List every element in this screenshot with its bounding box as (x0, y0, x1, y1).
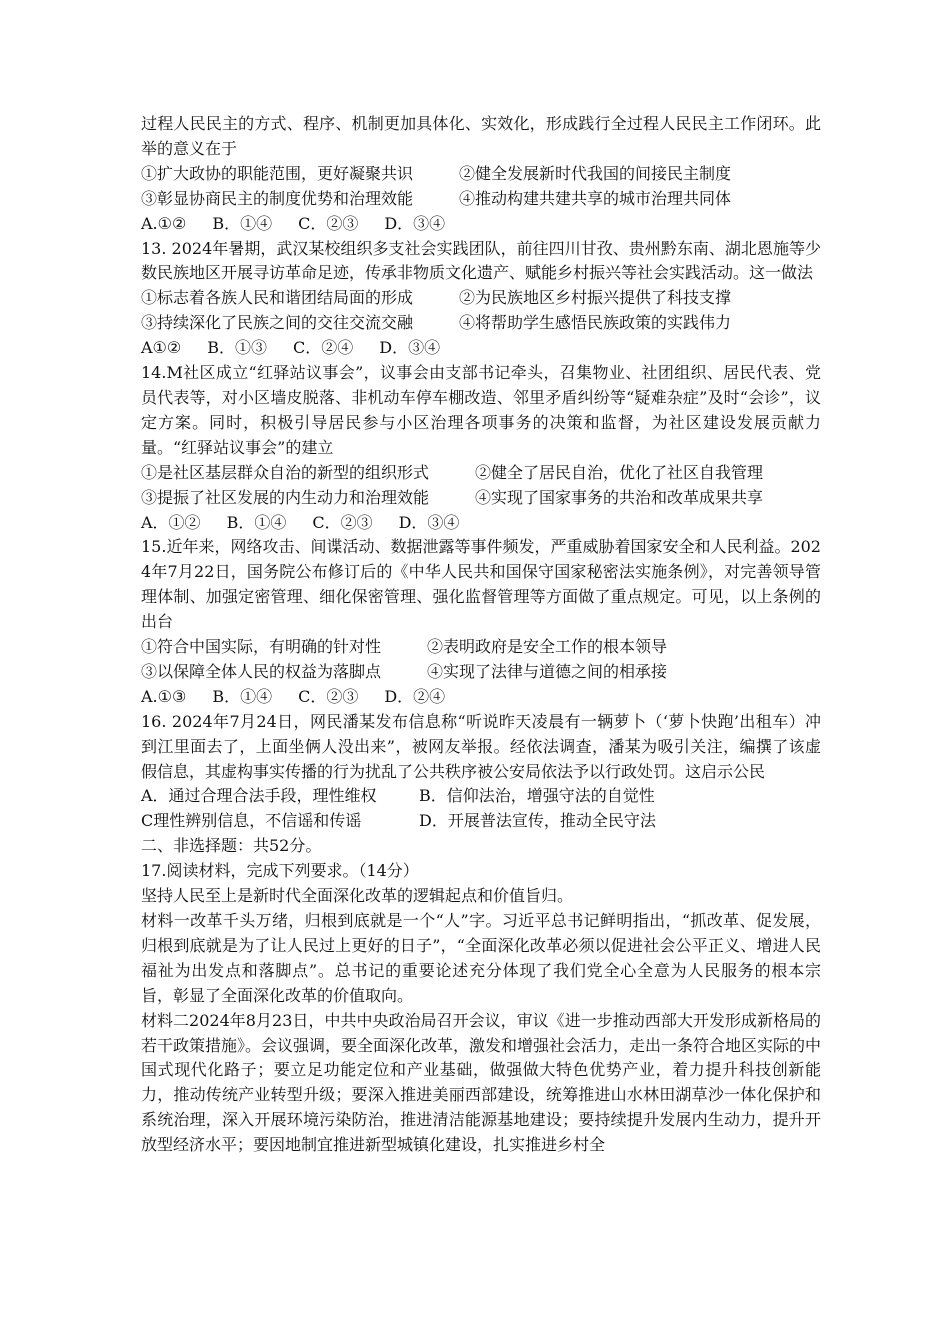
q12-stem: 过程人民民主的方式、程序、机制更加具体化、实效化，形成践行全过程人民民主工作闭环。此举的意义在于 (141, 114, 821, 158)
q17-material-2: 材料二2024年8月23日，中共中央政治局召开会议，审议《进一步推动西部大开发形成新格局的若干政策措施》。会议强调，要全面深化改革，激发和增强社会活力，走出一条符合地区实际的中国式现代化路子；要立足功能定位和产业基础，做强做大特色优势产业，着力提升科技创新能力，推动传统产业转型升级；要深入推进美丽西部建设，统筹推进山水林田湖草沙一体化保护和系统治理，深入开展环境污染防治，推进清洁能源基地建设；要持续提升发展内生动力，提升开放型经济水平；要因地制宜推进新型城镇化建设，扎实推进乡村全 (141, 1010, 822, 1155)
q12-option-1: ①扩大政协的职能范围，更好凝聚共识 (141, 163, 414, 183)
q13-option-4: ④将帮助学生感悟民族政策的实践伟力 (459, 313, 732, 333)
q15-choice-b: B．①④ (212, 686, 273, 706)
q13-choice-b: B．①③ (207, 338, 268, 358)
q12-option-3: ③彰显协商民主的制度优势和治理效能 (141, 188, 414, 208)
q17-title: 17.阅读材料，完成下列要求。（14分） (141, 861, 419, 881)
q15-options-row2 (141, 660, 821, 685)
q13-option-3: ③持续深化了民族之间的交往交流交融 (141, 313, 414, 333)
q14-choice-a: A．①② (141, 512, 201, 532)
q14-stem: 14.M社区成立“红驿站议事会”，议事会由支部书记牵头，召集物业、社团组织、居民代表、党员代表等，对小区墙皮脱落、非机动车停车棚改造、邻里矛盾纠纷等“疑难杂症”及时“会诊”，议定方案。同时，积极引导居民参与小区治理各项事务的决策和监督，为社区建设发展贡献力量。“红驿站议事会”的建立 (141, 363, 821, 457)
q13-options-row1 (141, 286, 821, 311)
q15-option-2: ②表明政府是安全工作的根本领导 (427, 637, 668, 657)
exam-page (141, 112, 821, 1158)
q14-choice-d: D．③④ (398, 512, 460, 532)
q16-option-b: B．信仰法治，增强守法的自觉性 (419, 786, 655, 806)
q14-option-3: ③提振了社区发展的内生动力和治理效能 (141, 487, 430, 507)
q16-options-row1 (141, 784, 821, 809)
q16-option-c: C理性辨别信息，不信谣和传谣 (141, 811, 362, 831)
q13-stem: 13. 2024年暑期，武汉某校组织多支社会实践团队，前往四川甘孜、贵州黔东南、湖北恩施等少数民族地区开展寻访革命足迹，传承非物质文化遗产、赋能乡村振兴等社会实践活动。这一做法 (141, 238, 821, 283)
q15-stem: 15.近年来，网络攻击、间谍活动、数据泄露等事件频发，严重威胁着国家安全和人民利益。2024年7月22日，国务院公布修订后的《中华人民共和国保守国家秘密法实施条例》，对完善领导管理体制、加强定密管理、细化保密管理、强化监督管理等方面做了重点规定。可见，以上条例的出台 (141, 537, 821, 632)
q12-choice-d: D．③④ (384, 213, 446, 233)
q16-option-a: A．通过合理合法手段，理性维权 (141, 786, 377, 806)
q13-option-2: ②为民族地区乡村振兴提供了科技支撑 (459, 288, 732, 308)
q15-choice-d: D．②④ (384, 686, 446, 706)
q14-option-4: ④实现了国家事务的共治和改革成果共享 (475, 487, 764, 507)
q14-choice-c: C．②③ (312, 512, 373, 532)
q15-choice-a: A.①③ (141, 686, 187, 706)
q14-choices (141, 511, 821, 536)
q15-options-row1 (141, 635, 821, 660)
q13-choices (141, 336, 821, 361)
q12-choice-c: C．②③ (298, 213, 359, 233)
q16-stem: 16. 2024年7月24日，网民潘某发布信息称“听说昨天凌晨有一辆萝卜（‘萝卜快跑’出租车）冲到江里面去了，上面坐俩人没出来”，被网友举报。经依法调查，潘某为吸引关注，编撰了该虚假信息，其虚构事实传播的行为扰乱了公共秩序被公安局依法予以行政处罚。这启示公民 (141, 711, 821, 781)
q17-lead: 坚持人民至上是新时代全面深化改革的逻辑起点和价值旨归。 (141, 886, 574, 906)
q12-option-4: ④推动构建共建共享的城市治理共同体 (459, 188, 732, 208)
q14-options-row2 (141, 486, 821, 511)
q13-choice-a: A①② (141, 338, 182, 358)
q12-options-row1 (141, 162, 821, 187)
q14-option-2: ②健全了居民自治，优化了社区自我管理 (475, 462, 764, 482)
q15-option-3: ③以保障全体人民的权益为落脚点 (141, 661, 382, 681)
q12-choice-a: A.①② (141, 213, 187, 233)
q13-choice-c: C．②④ (293, 338, 354, 358)
section-heading: 二、非选择题：共52分。 (141, 836, 322, 856)
q16-option-d: D．开展普法宣传，推动全民守法 (419, 811, 656, 831)
q13-options-row2 (141, 311, 821, 336)
q15-choices (141, 685, 821, 710)
q12-option-2: ②健全发展新时代我国的间接民主制度 (459, 163, 732, 183)
q12-choices (141, 212, 821, 237)
q12-choice-b: B．①④ (212, 213, 273, 233)
q15-option-1: ①符合中国实际，有明确的针对性 (141, 637, 382, 657)
q15-option-4: ④实现了法律与道德之间的相承接 (427, 661, 668, 681)
q14-choice-b: B．①④ (226, 512, 287, 532)
q15-choice-c: C．②③ (298, 686, 359, 706)
q13-choice-d: D．③④ (379, 338, 441, 358)
q13-option-1: ①标志着各族人民和谐团结局面的形成 (141, 288, 414, 308)
q14-option-1: ①是社区基层群众自治的新型的组织形式 (141, 462, 430, 482)
q12-options-row2 (141, 187, 821, 212)
q16-options-row2 (141, 809, 821, 834)
q14-options-row1 (141, 461, 821, 486)
q17-material-1: 材料一改革千头万绪，归根到底就是一个“人”字。习近平总书记鲜明指出，“抓改革、促发展，归根到底就是为了让人民过上更好的日子”，“全面深化改革必须以促进社会公平正义、增进人民福祉为出发点和落脚点”。总书记的重要论述充分体现了我们党全心全意为人民服务的根本宗旨，彰显了全面深化改革的价值取向。 (141, 911, 821, 1005)
